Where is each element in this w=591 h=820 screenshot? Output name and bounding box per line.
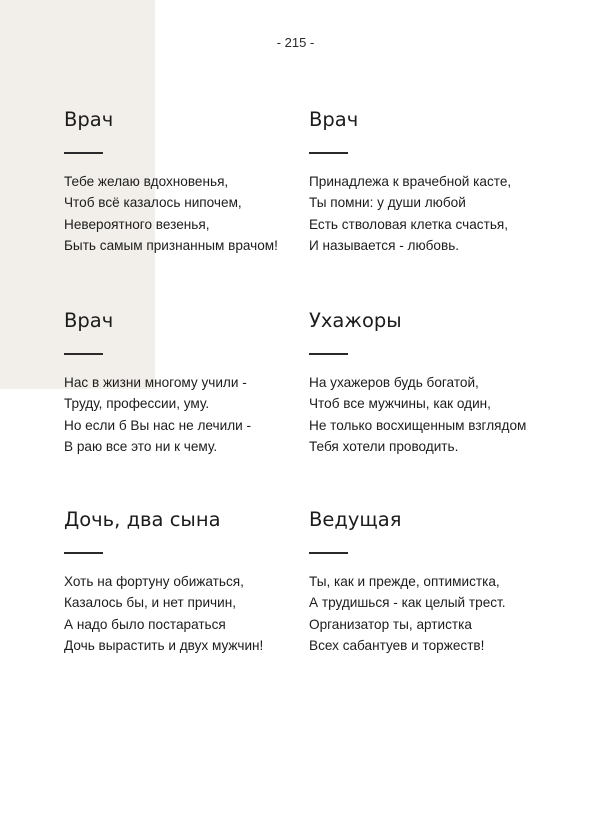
poem-block	[64, 309, 314, 458]
poem-line: Труду, профессии, уму.	[64, 396, 210, 412]
poem-stanza	[309, 171, 559, 257]
poem-block	[309, 108, 559, 257]
poem-block	[64, 108, 314, 257]
poem-line: На ухажеров будь богатой,	[309, 374, 479, 390]
poem-line: Невероятного везенья,	[64, 216, 210, 232]
poem-stanza	[309, 372, 559, 458]
title-divider	[64, 552, 103, 554]
title-divider	[309, 152, 348, 154]
title-divider	[64, 152, 103, 154]
title-divider	[309, 552, 348, 554]
poem-title: Ведущая	[309, 508, 402, 531]
poem-stanza	[309, 571, 559, 657]
poem-title: Врач	[64, 309, 114, 332]
poem-line: Есть стволовая клетка счастья,	[309, 216, 509, 232]
poem-line: Не только восхищенным взглядом	[309, 417, 527, 433]
poem-stanza	[64, 571, 314, 657]
poem-line: Всех сабантуев и торжеств!	[309, 638, 485, 654]
poem-line: Ты, как и прежде, оптимистка,	[309, 573, 500, 589]
poem-line: Быть самым признанным врачом!	[64, 238, 278, 254]
poem-line: Тебя хотели проводить.	[309, 439, 459, 455]
poem-line: Чтоб все мужчины, как один,	[309, 396, 491, 412]
poem-line: А надо было постараться	[64, 616, 226, 632]
poem-block	[309, 309, 559, 458]
poem-line: Ты помни: у души любой	[309, 195, 466, 211]
title-divider	[64, 353, 103, 355]
poem-line: Организатор ты, артистка	[309, 616, 472, 632]
poem-line: Нас в жизни многому учили -	[64, 374, 247, 390]
poem-title: Врач	[309, 108, 359, 131]
poem-line: Но если б Вы нас не лечили -	[64, 417, 252, 433]
poem-title: Врач	[64, 108, 114, 131]
poem-line: И называется - любовь.	[309, 238, 460, 254]
poem-line: Чтоб всё казалось нипочем,	[64, 195, 242, 211]
poem-title: Дочь, два сына	[64, 508, 221, 531]
poem-line: А трудишься - как целый трест.	[309, 595, 506, 611]
poem-block	[309, 508, 559, 657]
poem-block	[64, 508, 314, 657]
poem-line: Хоть на фортуну обижаться,	[64, 573, 244, 589]
poem-stanza	[64, 171, 314, 257]
poem-line: Тебе желаю вдохновенья,	[64, 173, 229, 189]
poem-stanza	[64, 372, 314, 458]
poem-title: Ухажоры	[309, 309, 402, 332]
poem-line: Принадлежа к врачебной касте,	[309, 173, 512, 189]
poem-line: Дочь вырастить и двух мужчин!	[64, 638, 264, 654]
poem-line: Казалось бы, и нет причин,	[64, 595, 236, 611]
poem-line: В раю все это ни к чему.	[64, 439, 218, 455]
page-number: - 215 -	[276, 35, 315, 50]
title-divider	[309, 353, 348, 355]
